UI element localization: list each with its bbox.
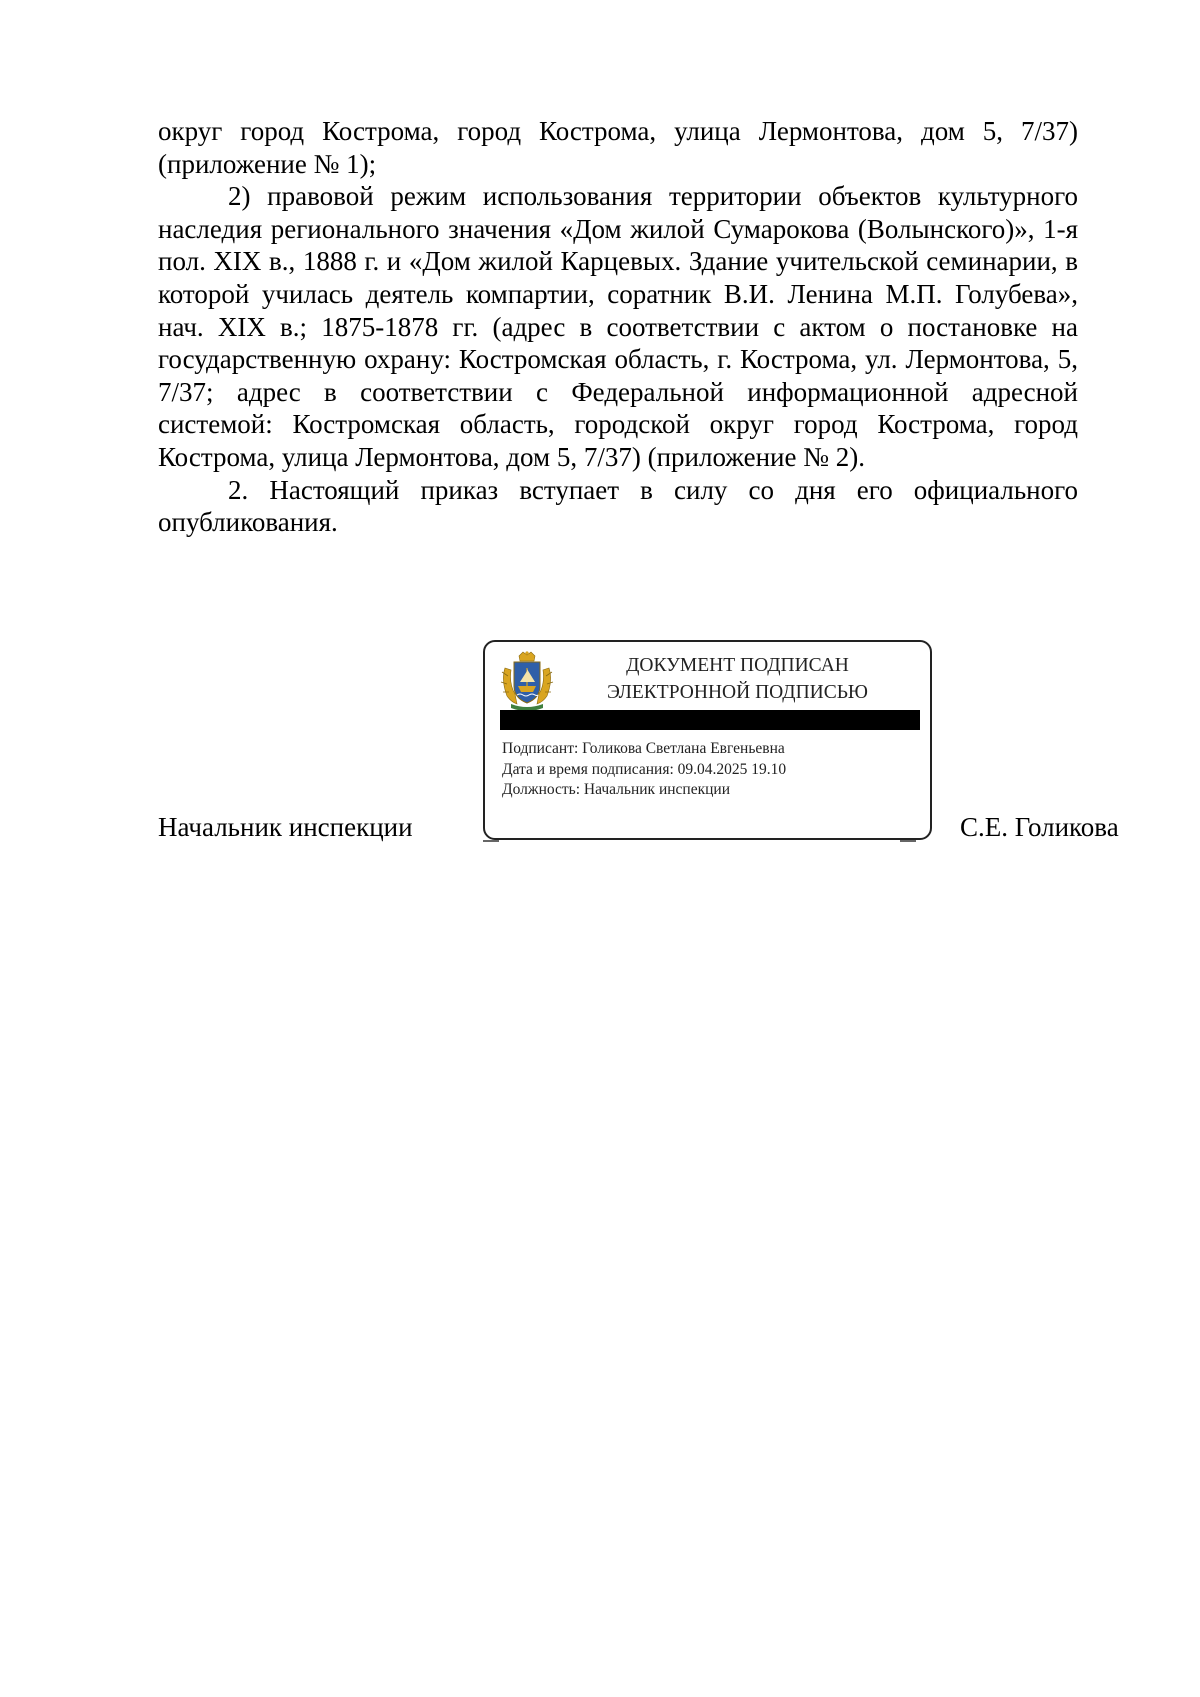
document-body xyxy=(158,115,1078,539)
electronic-signature-stamp xyxy=(483,640,932,840)
stamp-title-line-2: ЭЛЕКТРОННОЙ ПОДПИСЬЮ xyxy=(607,682,868,703)
paragraph-effective-date: 2. Настоящий приказ вступает в силу со дня его официального опубликования. xyxy=(158,474,1078,538)
redacted-certificate-bar xyxy=(500,710,920,730)
stamp-corner-mark-right xyxy=(900,840,916,842)
signer-name: С.Е. Голикова xyxy=(960,812,1119,842)
stamp-corner-mark-left xyxy=(483,840,499,842)
paragraph-continuation: округ город Кострома, город Кострома, улица Лермонтова, дом 5, 7/37) (приложение № 1); xyxy=(158,116,1078,179)
stamp-signer: Подписант: Голикова Светлана Евгеньевна xyxy=(502,740,785,757)
signer-position-title: Начальник инспекции xyxy=(158,812,413,842)
stamp-position: Должность: Начальник инспекции xyxy=(502,781,731,798)
coat-of-arms-icon xyxy=(499,650,555,712)
stamp-details xyxy=(502,739,786,801)
paragraph-item-2: 2) правовой режим использования территории объектов культурного наследия регионального значения «Дом жилой Сумарокова (Волынского)», 1-я пол. XIX в., 1888 г. и «Дом жилой Карцевых. Здание учительской семинарии, в которой училась деятель компартии, соратник В.И. Ленина М.П. Голубева», нач. XIX в.; 1875-1878 гг. (адрес в соответствии с актом о постановке на государственную охрану: Костромская область, г. Кострома, ул. Лермонтова, 5, 7/37; адрес в соответствии с Федеральной информационной адресной системой: Костромская область, городской округ город Кострома, город Кострома, улица Лермонтова, дом 5, 7/37) (приложение № 2). xyxy=(158,181,1078,472)
stamp-signed-at: Дата и время подписания: 09.04.2025 19.10 xyxy=(502,760,787,778)
stamp-title xyxy=(575,652,900,706)
stamp-title-line-1: ДОКУМЕНТ ПОДПИСАН xyxy=(626,655,849,676)
